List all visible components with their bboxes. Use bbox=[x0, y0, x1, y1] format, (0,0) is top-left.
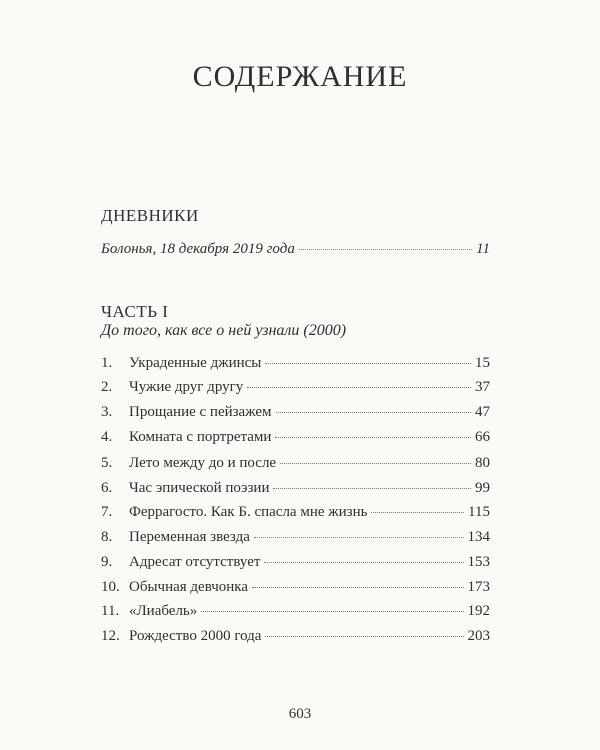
chapter-title: Переменная звезда bbox=[129, 529, 250, 545]
toc-chapter-9 bbox=[101, 554, 490, 571]
toc-leader bbox=[371, 512, 464, 513]
chapter-page: 15 bbox=[475, 355, 490, 371]
chapter-number: 12. bbox=[101, 628, 120, 644]
chapter-number: 9. bbox=[101, 554, 113, 570]
chapter-number: 3. bbox=[101, 404, 113, 420]
toc-chapter-12 bbox=[101, 628, 490, 645]
chapter-number: 7. bbox=[101, 504, 113, 520]
chapter-number: 8. bbox=[101, 529, 113, 545]
chapter-number: 6. bbox=[101, 480, 113, 496]
toc-chapter-1 bbox=[101, 355, 490, 372]
chapter-page: 66 bbox=[475, 429, 490, 445]
chapter-number: 11. bbox=[101, 603, 120, 619]
chapter-page: 203 bbox=[467, 628, 490, 644]
section-heading-diaries: ДНЕВНИКИ bbox=[101, 206, 199, 225]
chapter-page: 192 bbox=[467, 603, 490, 619]
chapter-page: 134 bbox=[467, 529, 490, 545]
chapter-page: 80 bbox=[475, 455, 490, 471]
page-number: 603 bbox=[288, 706, 312, 722]
chapter-page: 173 bbox=[467, 579, 490, 595]
toc-leader bbox=[247, 387, 471, 388]
chapter-title: Адресат отсутствует bbox=[129, 554, 261, 570]
chapter-number: 1. bbox=[101, 355, 113, 371]
toc-chapter-7 bbox=[101, 504, 490, 521]
toc-chapter-10 bbox=[101, 579, 490, 596]
chapter-title: Прощание с пейзажем bbox=[129, 404, 272, 420]
toc-leader bbox=[201, 611, 463, 612]
chapter-number: 10. bbox=[101, 579, 120, 595]
chapter-page: 47 bbox=[475, 404, 490, 420]
toc-chapter-11 bbox=[101, 603, 490, 620]
toc-chapter-5 bbox=[101, 455, 490, 472]
toc-entry-page: 11 bbox=[476, 241, 490, 257]
toc-leader bbox=[265, 363, 471, 364]
toc-chapter-2 bbox=[101, 379, 490, 396]
toc-chapter-4 bbox=[101, 429, 490, 446]
chapter-title: Чужие друг другу bbox=[129, 379, 244, 395]
toc-chapter-6 bbox=[101, 480, 490, 497]
toc-leader bbox=[265, 636, 463, 637]
toc-entry-title: Болонья, 18 декабря 2019 года bbox=[101, 241, 295, 257]
chapter-title: Украденные джинсы bbox=[129, 355, 262, 371]
chapter-page: 115 bbox=[468, 504, 490, 520]
toc-entry-diaries bbox=[101, 241, 490, 258]
toc-leader bbox=[276, 412, 471, 413]
toc-leader bbox=[280, 463, 471, 464]
toc-leader bbox=[252, 587, 463, 588]
toc-leader bbox=[275, 437, 471, 438]
chapter-title: Рождество 2000 года bbox=[129, 628, 262, 644]
chapter-title: Обычная девчонка bbox=[129, 579, 249, 595]
section-subtitle-part1: До того, как все о ней узнали (2000) bbox=[101, 322, 347, 339]
toc-leader bbox=[299, 249, 472, 250]
toc-leader bbox=[254, 537, 464, 538]
toc-leader bbox=[264, 562, 463, 563]
toc-chapter-3 bbox=[101, 404, 490, 421]
chapter-page: 37 bbox=[475, 379, 490, 395]
toc-chapter-8 bbox=[101, 529, 490, 546]
chapter-number: 5. bbox=[101, 455, 113, 471]
chapter-title: Феррагосто. Как Б. спасла мне жизнь bbox=[129, 504, 368, 520]
chapter-title: Лето между до и после bbox=[129, 455, 277, 471]
chapter-title: Комната с портретами bbox=[129, 429, 272, 445]
chapter-page: 99 bbox=[475, 480, 490, 496]
page-title: СОДЕРЖАНИЕ bbox=[192, 60, 408, 93]
chapter-title: «Лиабель» bbox=[129, 603, 198, 619]
section-heading-part1: ЧАСТЬ I bbox=[101, 302, 169, 321]
chapter-number: 2. bbox=[101, 379, 113, 395]
chapter-page: 153 bbox=[467, 554, 490, 570]
toc-leader bbox=[273, 488, 471, 489]
chapter-number: 4. bbox=[101, 429, 113, 445]
chapter-title: Час эпической поэзии bbox=[129, 480, 270, 496]
